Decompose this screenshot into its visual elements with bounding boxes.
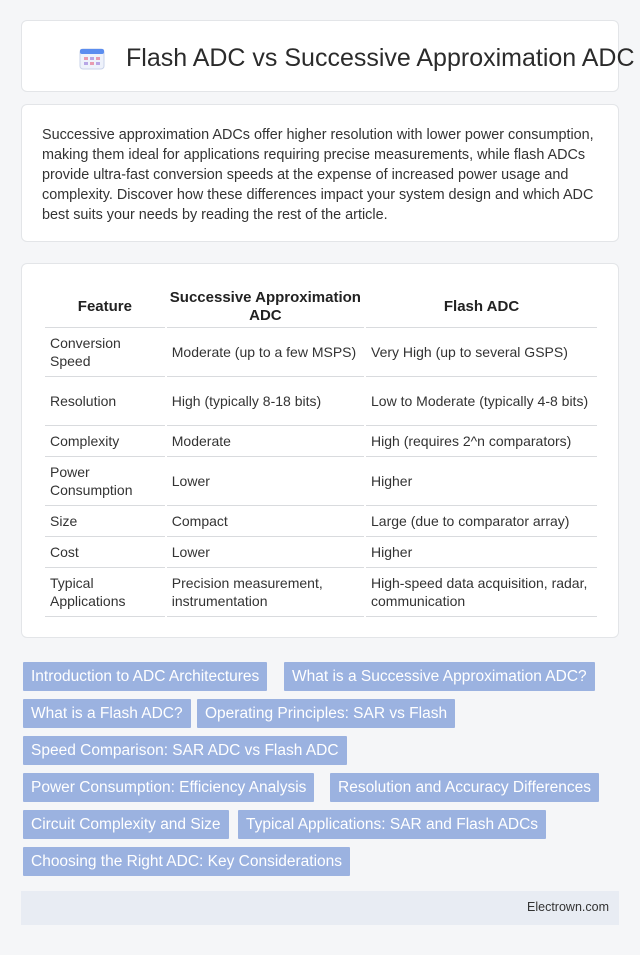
footer-brand: Electrown.com — [527, 900, 609, 914]
flash-cell: Large (due to comparator array) — [366, 506, 597, 537]
link-circuit-complexity[interactable]: Circuit Complexity and Size — [23, 810, 229, 839]
link-typical-applications[interactable]: Typical Applications: SAR and Flash ADCs — [238, 810, 546, 839]
table-row — [45, 568, 597, 617]
sar-cell: Moderate (up to a few MSPS) — [167, 328, 364, 377]
link-resolution-accuracy[interactable]: Resolution and Accuracy Differences — [330, 773, 599, 802]
link-power-consumption[interactable]: Power Consumption: Efficiency Analysis — [23, 773, 314, 802]
feature-cell: Power Consumption — [45, 457, 165, 506]
sar-cell: Lower — [167, 457, 364, 506]
header-flash-adc: Flash ADC — [366, 286, 597, 328]
calendar-grid-icon — [79, 46, 105, 70]
feature-cell: Typical Applications — [45, 568, 165, 617]
sar-cell: Precision measurement, instrumentation — [167, 568, 364, 617]
intro-paragraph: Successive approximation ADCs offer higher resolution with lower power consumption, making them ideal for applications requiring precise measurements, while flash ADCs provide ultra-fast conversion speeds at the expense of increased power usage and complexity. Discover how these differences impact your system design and which ADC best suits your needs by reading the rest of the article. — [42, 127, 594, 223]
sar-cell: High (typically 8-18 bits) — [167, 377, 364, 426]
table-row — [45, 457, 597, 506]
sar-cell: Lower — [167, 537, 364, 568]
link-what-is-flash[interactable]: What is a Flash ADC? — [23, 699, 191, 728]
comparison-table — [43, 286, 599, 617]
header-sar-adc: Successive Approximation ADC — [167, 286, 364, 328]
table-row — [45, 377, 597, 426]
feature-cell: Complexity — [45, 426, 165, 457]
intro-card — [21, 104, 619, 242]
link-what-is-sar[interactable]: What is a Successive Approximation ADC? — [284, 662, 595, 691]
table-row — [45, 426, 597, 457]
link-operating-principles[interactable]: Operating Principles: SAR vs Flash — [197, 699, 455, 728]
flash-cell: Very High (up to several GSPS) — [366, 328, 597, 377]
header-feature: Feature — [45, 286, 165, 328]
flash-cell: High (requires 2^n comparators) — [366, 426, 597, 457]
flash-cell: Low to Moderate (typically 4-8 bits) — [366, 377, 597, 426]
feature-cell: Cost — [45, 537, 165, 568]
table-row — [45, 506, 597, 537]
title-card — [21, 20, 635, 92]
sar-cell: Moderate — [167, 426, 364, 457]
flash-cell: High-speed data acquisition, radar, communication — [366, 568, 597, 617]
feature-cell: Resolution — [45, 377, 165, 426]
feature-cell: Size — [45, 506, 165, 537]
flash-cell: Higher — [366, 537, 597, 568]
link-speed-comparison[interactable]: Speed Comparison: SAR ADC vs Flash ADC — [23, 736, 347, 765]
table-row — [45, 537, 597, 568]
table-row — [45, 328, 597, 377]
feature-cell: Conversion Speed — [45, 328, 165, 377]
sar-cell: Compact — [167, 506, 364, 537]
page-title: Flash ADC vs Successive Approximation ADC — [126, 44, 635, 72]
link-choosing-adc[interactable]: Choosing the Right ADC: Key Considerations — [23, 847, 350, 876]
footer — [21, 891, 619, 925]
link-introduction[interactable]: Introduction to ADC Architectures — [23, 662, 267, 691]
table-header-row — [45, 286, 597, 328]
comparison-table-card — [21, 263, 619, 638]
flash-cell: Higher — [366, 457, 597, 506]
